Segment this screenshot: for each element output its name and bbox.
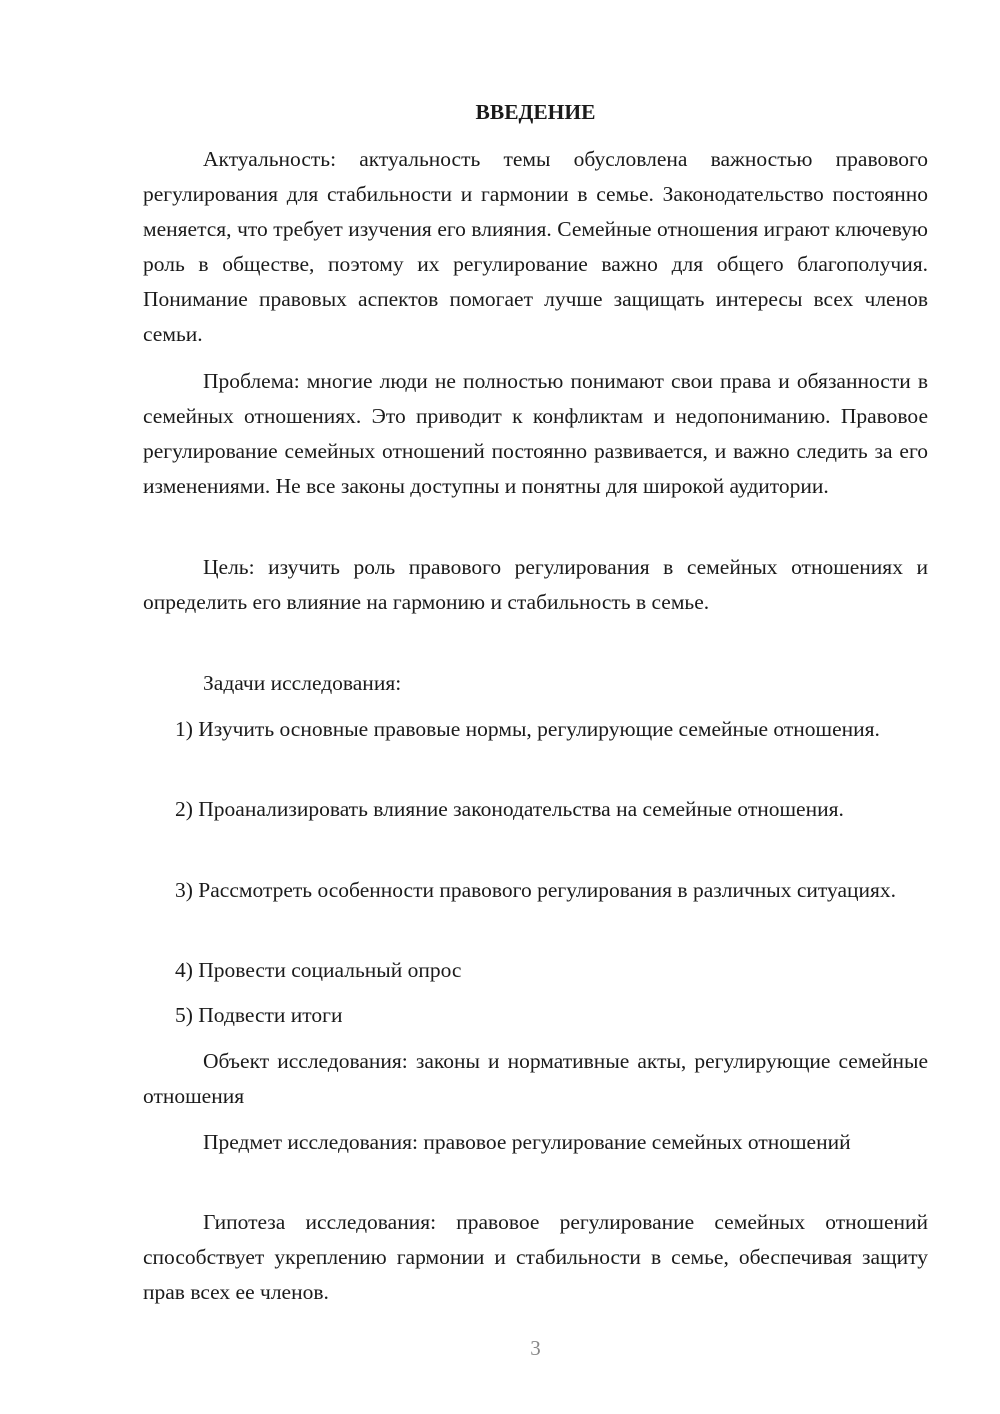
problem-paragraph: Проблема: многие люди не полностью понимают свои права и обязанности в семейных отношениях. Это приводит к конфликтам и недопониманию. Правовое регулирование семейных отношений постоянно развивается, и важно следить за его изменениями. Не все законы доступны и понятны для широкой аудитории.: [143, 369, 928, 498]
object-paragraph: Объект исследования: законы и нормативные акты, регулирующие семейные отношения: [143, 1049, 928, 1108]
relevance-paragraph: Актуальность: актуальность темы обусловлена важностью правового регулирования для стабильности и гармонии в семье. Законодательство постоянно меняется, что требует изучения его влияния. Семейные отношения играют ключевую роль в обществе, поэтому их регулирование важно для общего благополучия. Понимание правовых аспектов помогает лучше защищать интересы всех членов семьи.: [143, 147, 928, 346]
goal-paragraph: Цель: изучить роль правового регулирования в семейных отношениях и определить его влияние на гармонию и стабильность в семье.: [143, 555, 928, 614]
hypothesis-paragraph: Гипотеза исследования: правовое регулирование семейных отношений способствует укреплению гармонии и стабильности в семье, обеспечивая защиту прав всех ее членов.: [143, 1210, 928, 1304]
task-item-2: 2) Проанализировать влияние законодательства на семейные отношения.: [175, 797, 844, 821]
task-item-4: 4) Провести социальный опрос: [175, 958, 462, 982]
page-title: ВВЕДЕНИЕ: [475, 100, 596, 124]
page-number: 3: [530, 1336, 541, 1360]
tasks-title: Задачи исследования:: [203, 671, 402, 695]
task-item-5: 5) Подвести итоги: [175, 1003, 343, 1027]
task-item-1: 1) Изучить основные правовые нормы, регулирующие семейные отношения.: [175, 717, 880, 741]
task-item-3: 3) Рассмотреть особенности правового регулирования в различных ситуациях.: [175, 878, 897, 902]
subject-paragraph: Предмет исследования: правовое регулирование семейных отношений: [203, 1130, 851, 1154]
